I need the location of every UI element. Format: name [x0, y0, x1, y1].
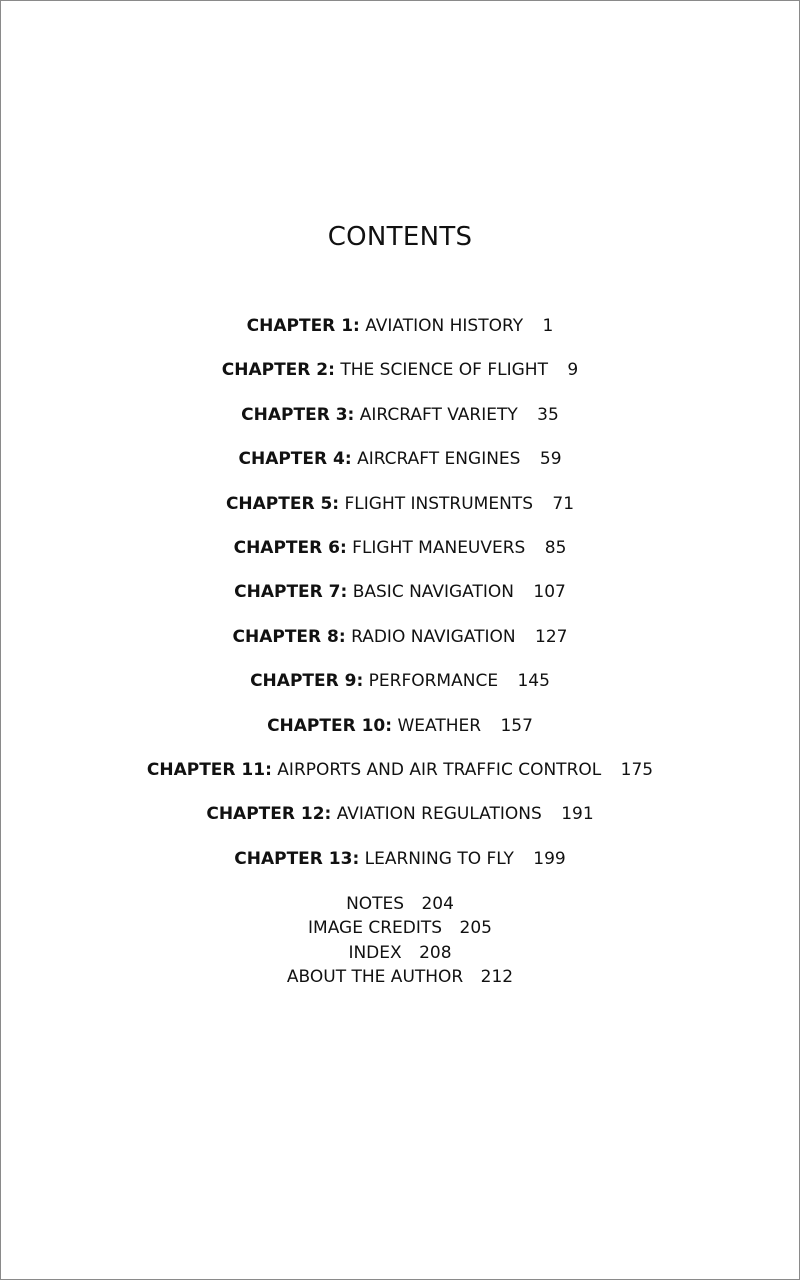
page-number: 212 [480, 966, 514, 987]
chapter-label: CHAPTER 6: [233, 537, 347, 558]
chapter-title: AVIATION REGULATIONS [336, 804, 542, 825]
toc-entry-index[interactable] [1, 941, 799, 965]
toc-entry-chapter-6[interactable] [1, 536, 799, 580]
toc-entry-notes[interactable] [1, 892, 799, 916]
toc-entry-chapter-4[interactable] [1, 447, 799, 491]
chapter-title: RADIO NAVIGATION [351, 626, 516, 647]
toc-entry-chapter-9[interactable] [1, 669, 799, 713]
chapter-title: BASIC NAVIGATION [352, 582, 514, 603]
chapter-title: AIRCRAFT ENGINES [357, 449, 521, 470]
chapter-title: FLIGHT INSTRUMENTS [344, 493, 533, 514]
chapter-title: WEATHER [397, 715, 482, 736]
chapter-label: CHAPTER 13: [234, 848, 360, 869]
page-number: 127 [535, 626, 568, 647]
page-number: 157 [500, 715, 533, 736]
backmatter-list [1, 892, 799, 989]
page-title: CONTENTS [327, 222, 473, 252]
backmatter-title: INDEX [348, 942, 402, 963]
chapter-label: CHAPTER 5: [225, 493, 340, 514]
page-number: 205 [459, 918, 492, 939]
chapter-label: CHAPTER 12: [206, 804, 332, 825]
page-number: 191 [561, 804, 594, 825]
chapter-label: CHAPTER 7: [234, 582, 348, 603]
chapter-label: CHAPTER 8: [232, 626, 346, 647]
chapter-title: FLIGHT MANEUVERS [352, 537, 526, 558]
toc-entry-chapter-1[interactable] [1, 314, 799, 358]
chapter-label: CHAPTER 1: [246, 316, 360, 336]
toc-entry-chapter-7[interactable] [1, 580, 799, 624]
toc-entry-chapter-12[interactable] [1, 802, 799, 846]
toc-entry-chapter-5[interactable] [1, 492, 799, 536]
page-number: 204 [421, 894, 454, 914]
page-number: 208 [419, 942, 452, 963]
chapter-list [1, 314, 799, 891]
chapter-label: CHAPTER 11: [146, 759, 272, 780]
chapter-title: LEARNING TO FLY [364, 848, 514, 869]
chapter-title: AIRCRAFT VARIETY [359, 404, 518, 425]
chapter-label: CHAPTER 10: [267, 715, 393, 736]
page-number: 59 [539, 449, 562, 470]
chapter-title: AVIATION HISTORY [365, 316, 524, 336]
page-number: 145 [517, 671, 550, 692]
chapter-label: CHAPTER 9: [250, 671, 364, 692]
toc-entry-chapter-10[interactable] [1, 714, 799, 758]
chapter-title: PERFORMANCE [368, 671, 499, 692]
toc-entry-chapter-11[interactable] [1, 758, 799, 802]
toc-entry-chapter-3[interactable] [1, 403, 799, 447]
toc-entry-chapter-13[interactable] [1, 847, 799, 891]
chapter-title: THE SCIENCE OF FLIGHT [340, 360, 548, 381]
page-number: 71 [552, 493, 575, 514]
page-number: 9 [567, 360, 579, 381]
chapter-label: CHAPTER 4: [238, 449, 352, 470]
toc-entry-about-the-author[interactable] [1, 965, 799, 989]
page-number: 35 [537, 404, 559, 425]
backmatter-title: ABOUT THE AUTHOR [286, 966, 464, 987]
chapter-title: AIRPORTS AND AIR TRAFFIC CONTROL [277, 759, 602, 780]
page-number: 199 [533, 848, 566, 869]
page-number: 1 [542, 316, 554, 336]
chapter-label: CHAPTER 2: [221, 360, 335, 381]
page-number: 107 [533, 582, 566, 603]
page-number: 85 [544, 537, 567, 558]
chapter-label: CHAPTER 3: [241, 404, 355, 425]
backmatter-title: IMAGE CREDITS [308, 918, 443, 939]
toc-entry-image-credits[interactable] [1, 916, 799, 940]
toc-entry-chapter-8[interactable] [1, 625, 799, 669]
toc-entry-chapter-2[interactable] [1, 358, 799, 402]
page-number: 175 [620, 759, 654, 780]
backmatter-title: NOTES [346, 894, 405, 914]
